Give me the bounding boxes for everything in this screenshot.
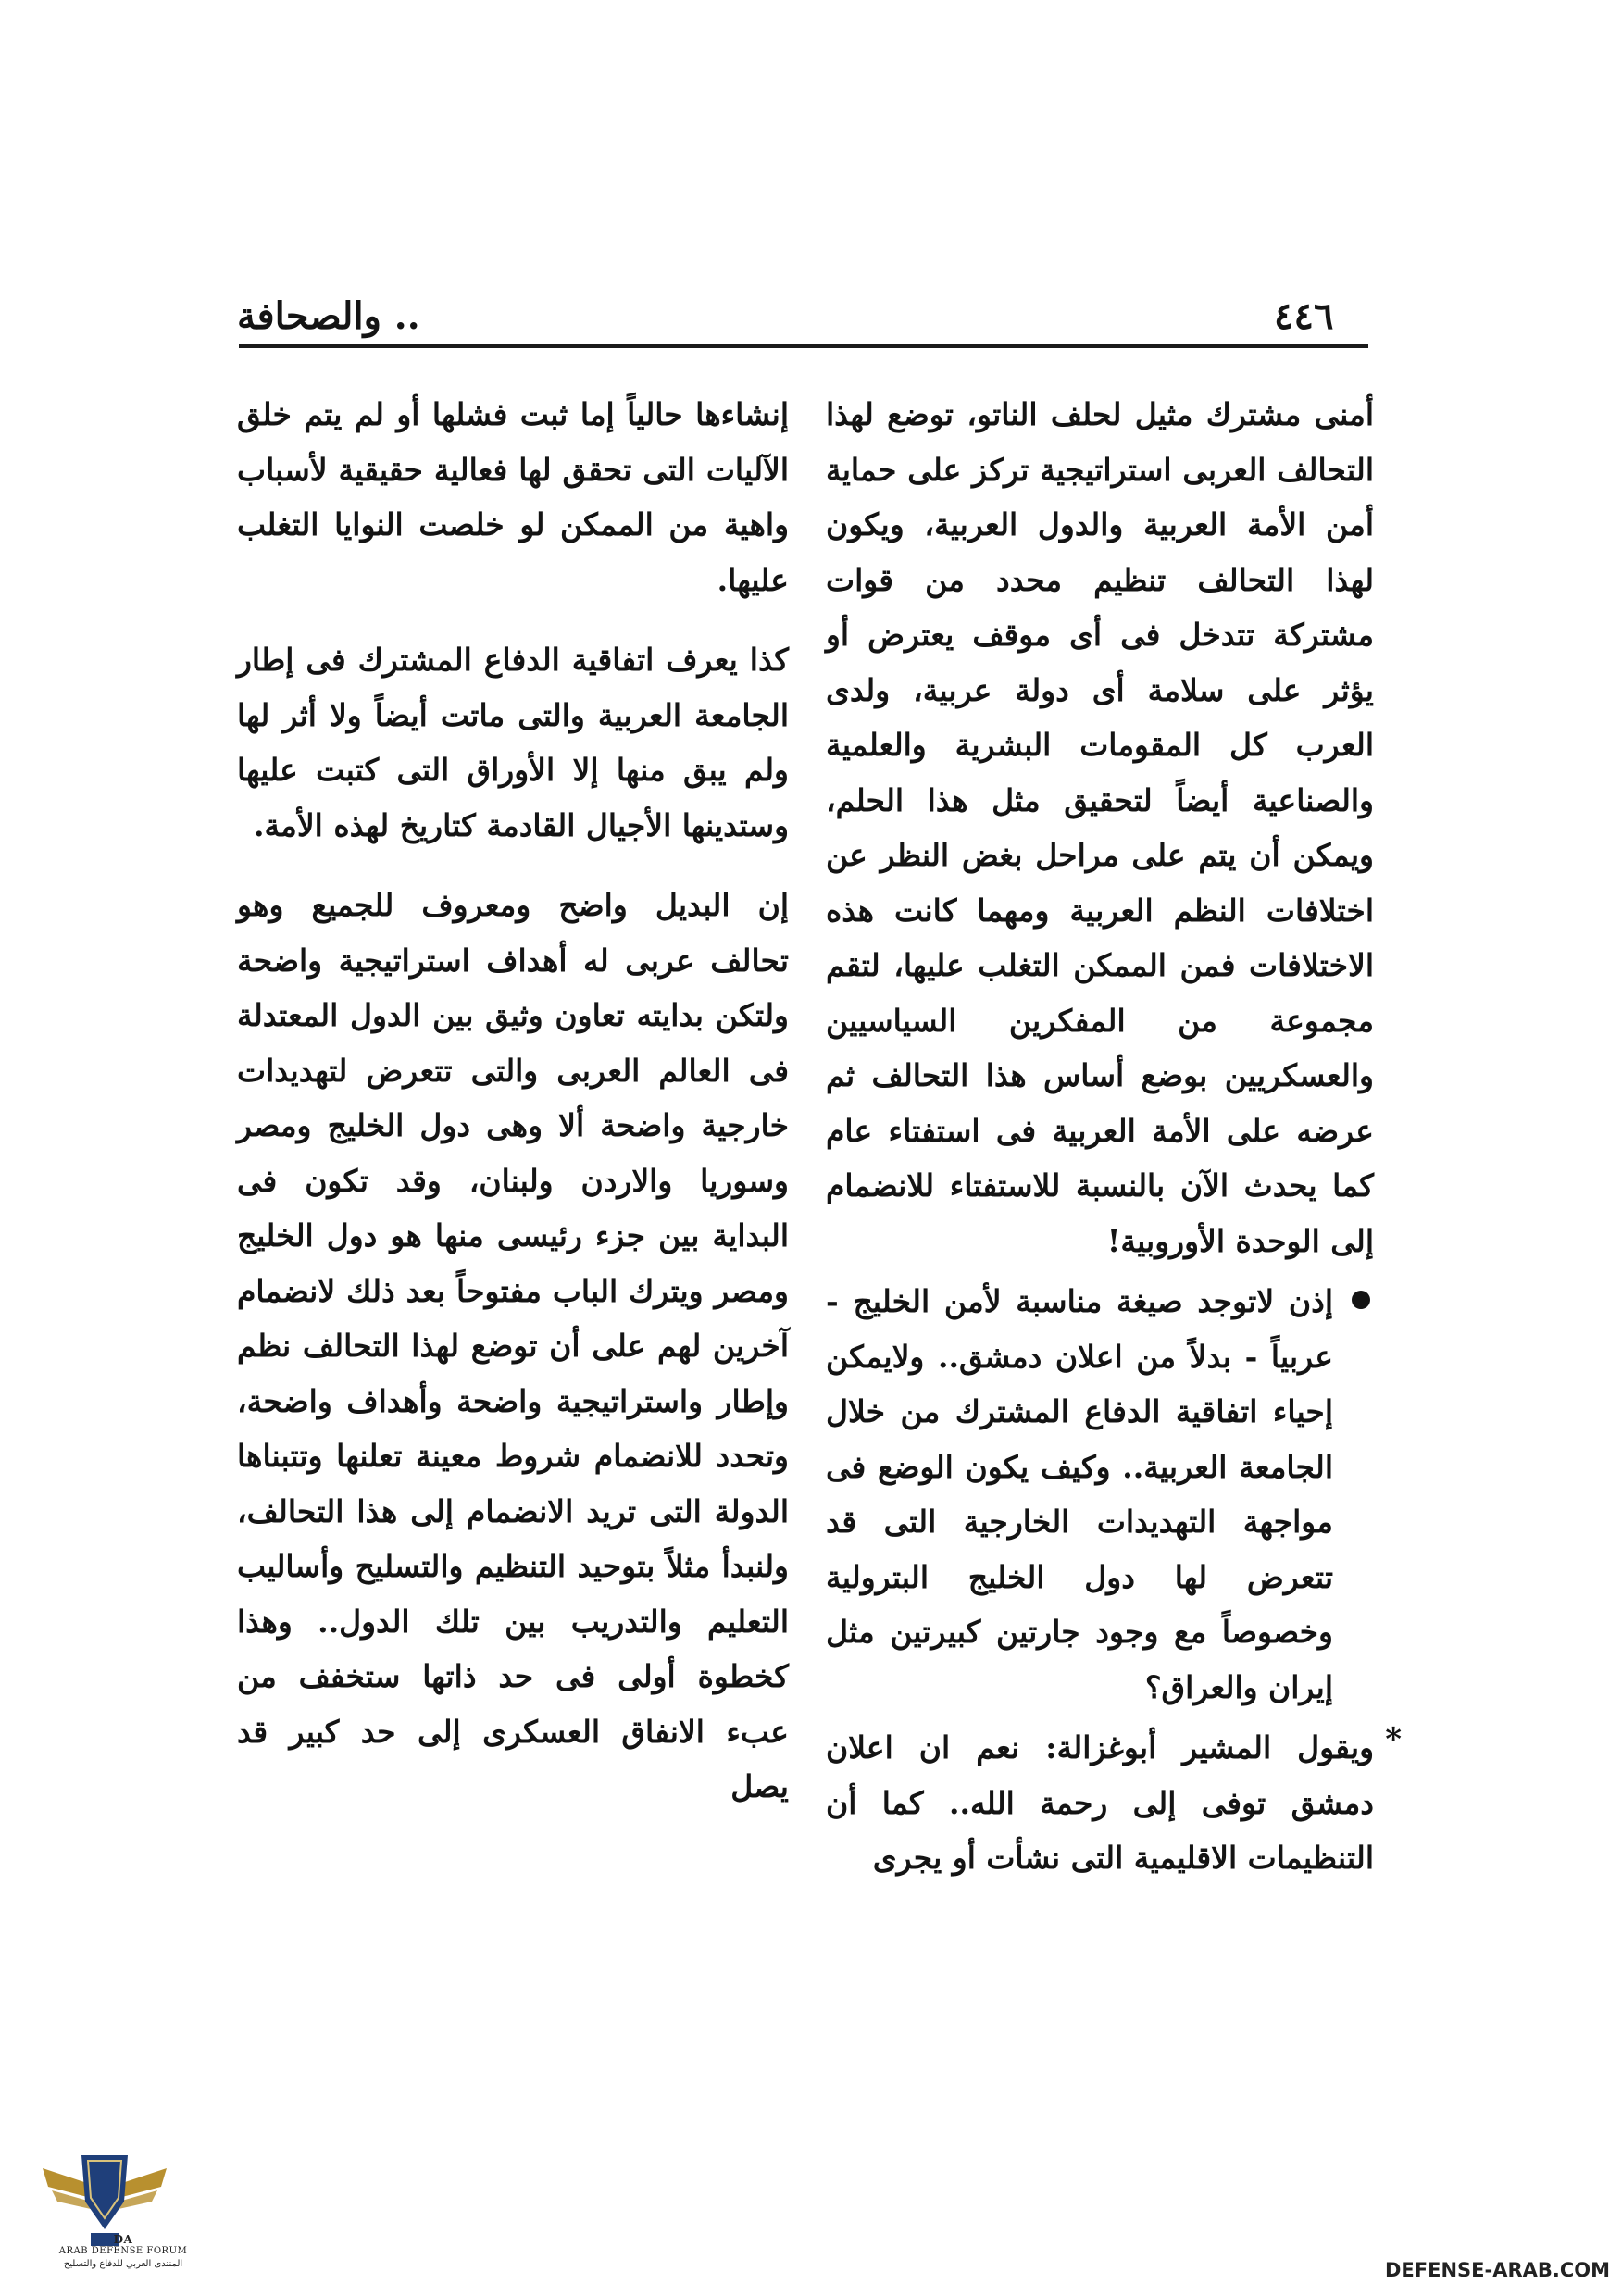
- bullet-question-text: إذن لاتوجد صيغة مناسبة لأمن الخليج - عربياً - بدلاً من اعلان دمشق.. ولايمكن إحياء اتفاقية الدفاع المشترك من خلال الجامعة العربية.. وكيف يكون الوضع فى مواجهة التهديدات الخارجية التى قد تتعرض لها دول الخليج البترولية وخصوصاً مع وجود جارتين كبيرتين مثل إيران والعراق؟: [826, 1283, 1333, 1705]
- page-number: ٤٤٦: [1274, 294, 1334, 338]
- answer-text: ويقول المشير أبوغزالة: نعم ان اعلان دمشق توفى إلى رحمة الله.. كما أن التنظيمات الاقليمية التى نشأت أو يجرى: [826, 1729, 1374, 1876]
- paragraph: كذا يعرف اتفاقية الدفاع المشترك فى إطار الجامعة العربية والتى ماتت أيضاً ولا أثر لها ولم يبق منها إلا الأوراق التى كتبت عليها وستدينها الأجيال القادمة كتاريخ لهذه الأمة.: [237, 642, 789, 843]
- logo-text-ar: المنتدى العربي للدفاع والتسليح: [63, 2259, 183, 2269]
- answer-paragraph: [826, 1720, 1402, 1886]
- paragraph: إن البديل واضح ومعروف للجميع وهو تحالف عربى له أهداف استراتيجية واضحة ولتكن بدايته تعاون وثيق بين الدول المعتدلة فى العالم العربى والتى تتعرض لتهديدات خارجية واضحة ألا وهى دول الخليج ومصر وسوريا والاردن ولبنان، وقد تكون فى البداية بين جزء رئيسى منها هو دول الخليج ومصر ويترك الباب مفتوحاً بعد ذلك لانضمام آخرين لهم على أن توضع لهذا التحالف نظم وإطار واستراتيجية واضحة وأهداف واضحة، وتحدد للانضمام شروط معينة تعلنها وتتبناها الدولة التى تريد الانضمام إلى هذا التحالف، ولنبدأ مثلاً بتوحيد التنظيم والتسليح وأساليب التعليم والتدريب بين تلك الدول.. وهذا كخطوة أولى فى حد ذاتها ستخفف من عبء الانفاق العسكرى إلى حد كبير قد يصل: [237, 887, 789, 1804]
- bullet-question: [826, 1274, 1374, 1715]
- running-title: .. والصحافة: [237, 294, 420, 338]
- asterisk-icon: *: [1385, 1721, 1402, 1758]
- right-column: [826, 387, 1402, 1886]
- header-rule: [239, 344, 1368, 348]
- site-url: DEFENSE-ARAB.COM: [1385, 2259, 1611, 2281]
- bullet-icon: [1352, 1291, 1370, 1309]
- paragraph: إنشاءها حالياً إما ثبت فشلها أو لم يتم خلق الآليات التى تحقق لها فعالية حقيقية لأسباب واهية من الممكن لو خلصت النوايا التغلب عليها.: [237, 396, 789, 598]
- left-column: [237, 387, 789, 1815]
- forum-logo: [35, 2150, 188, 2279]
- logo-text-en: ARAB DEFENSE FORUM: [58, 2246, 188, 2256]
- paragraph: أمنى مشترك مثيل لحلف الناتو، توضع لهذا التحالف العربى استراتيجية تركز على حماية أمن الأمة العربية والدول العربية، ويكون لهذا التحالف تنظيم محدد من قوات مشتركة تتدخل فى أى موقف يعترض أو يؤثر على سلامة أى دولة عربية، ولدى العرب كل المقومات البشرية والعلمية والصناعية أيضاً لتحقيق مثل هذا الحلم، ويمكن أن يتم على مراحل بغض النظر عن اختلافات النظم العربية ومهما كانت هذه الاختلافات فمن الممكن التغلب عليها، لتقم مجموعة من المفكرين السياسيين والعسكريين بوضع أساس هذا التحالف ثم عرضه على الأمة العربية فى استفتاء عام كما يحدث الآن بالنسبة للاستفتاء للانضمام إلى الوحدة الأوروبية!: [826, 396, 1374, 1259]
- logo-letters: DA: [113, 2233, 133, 2246]
